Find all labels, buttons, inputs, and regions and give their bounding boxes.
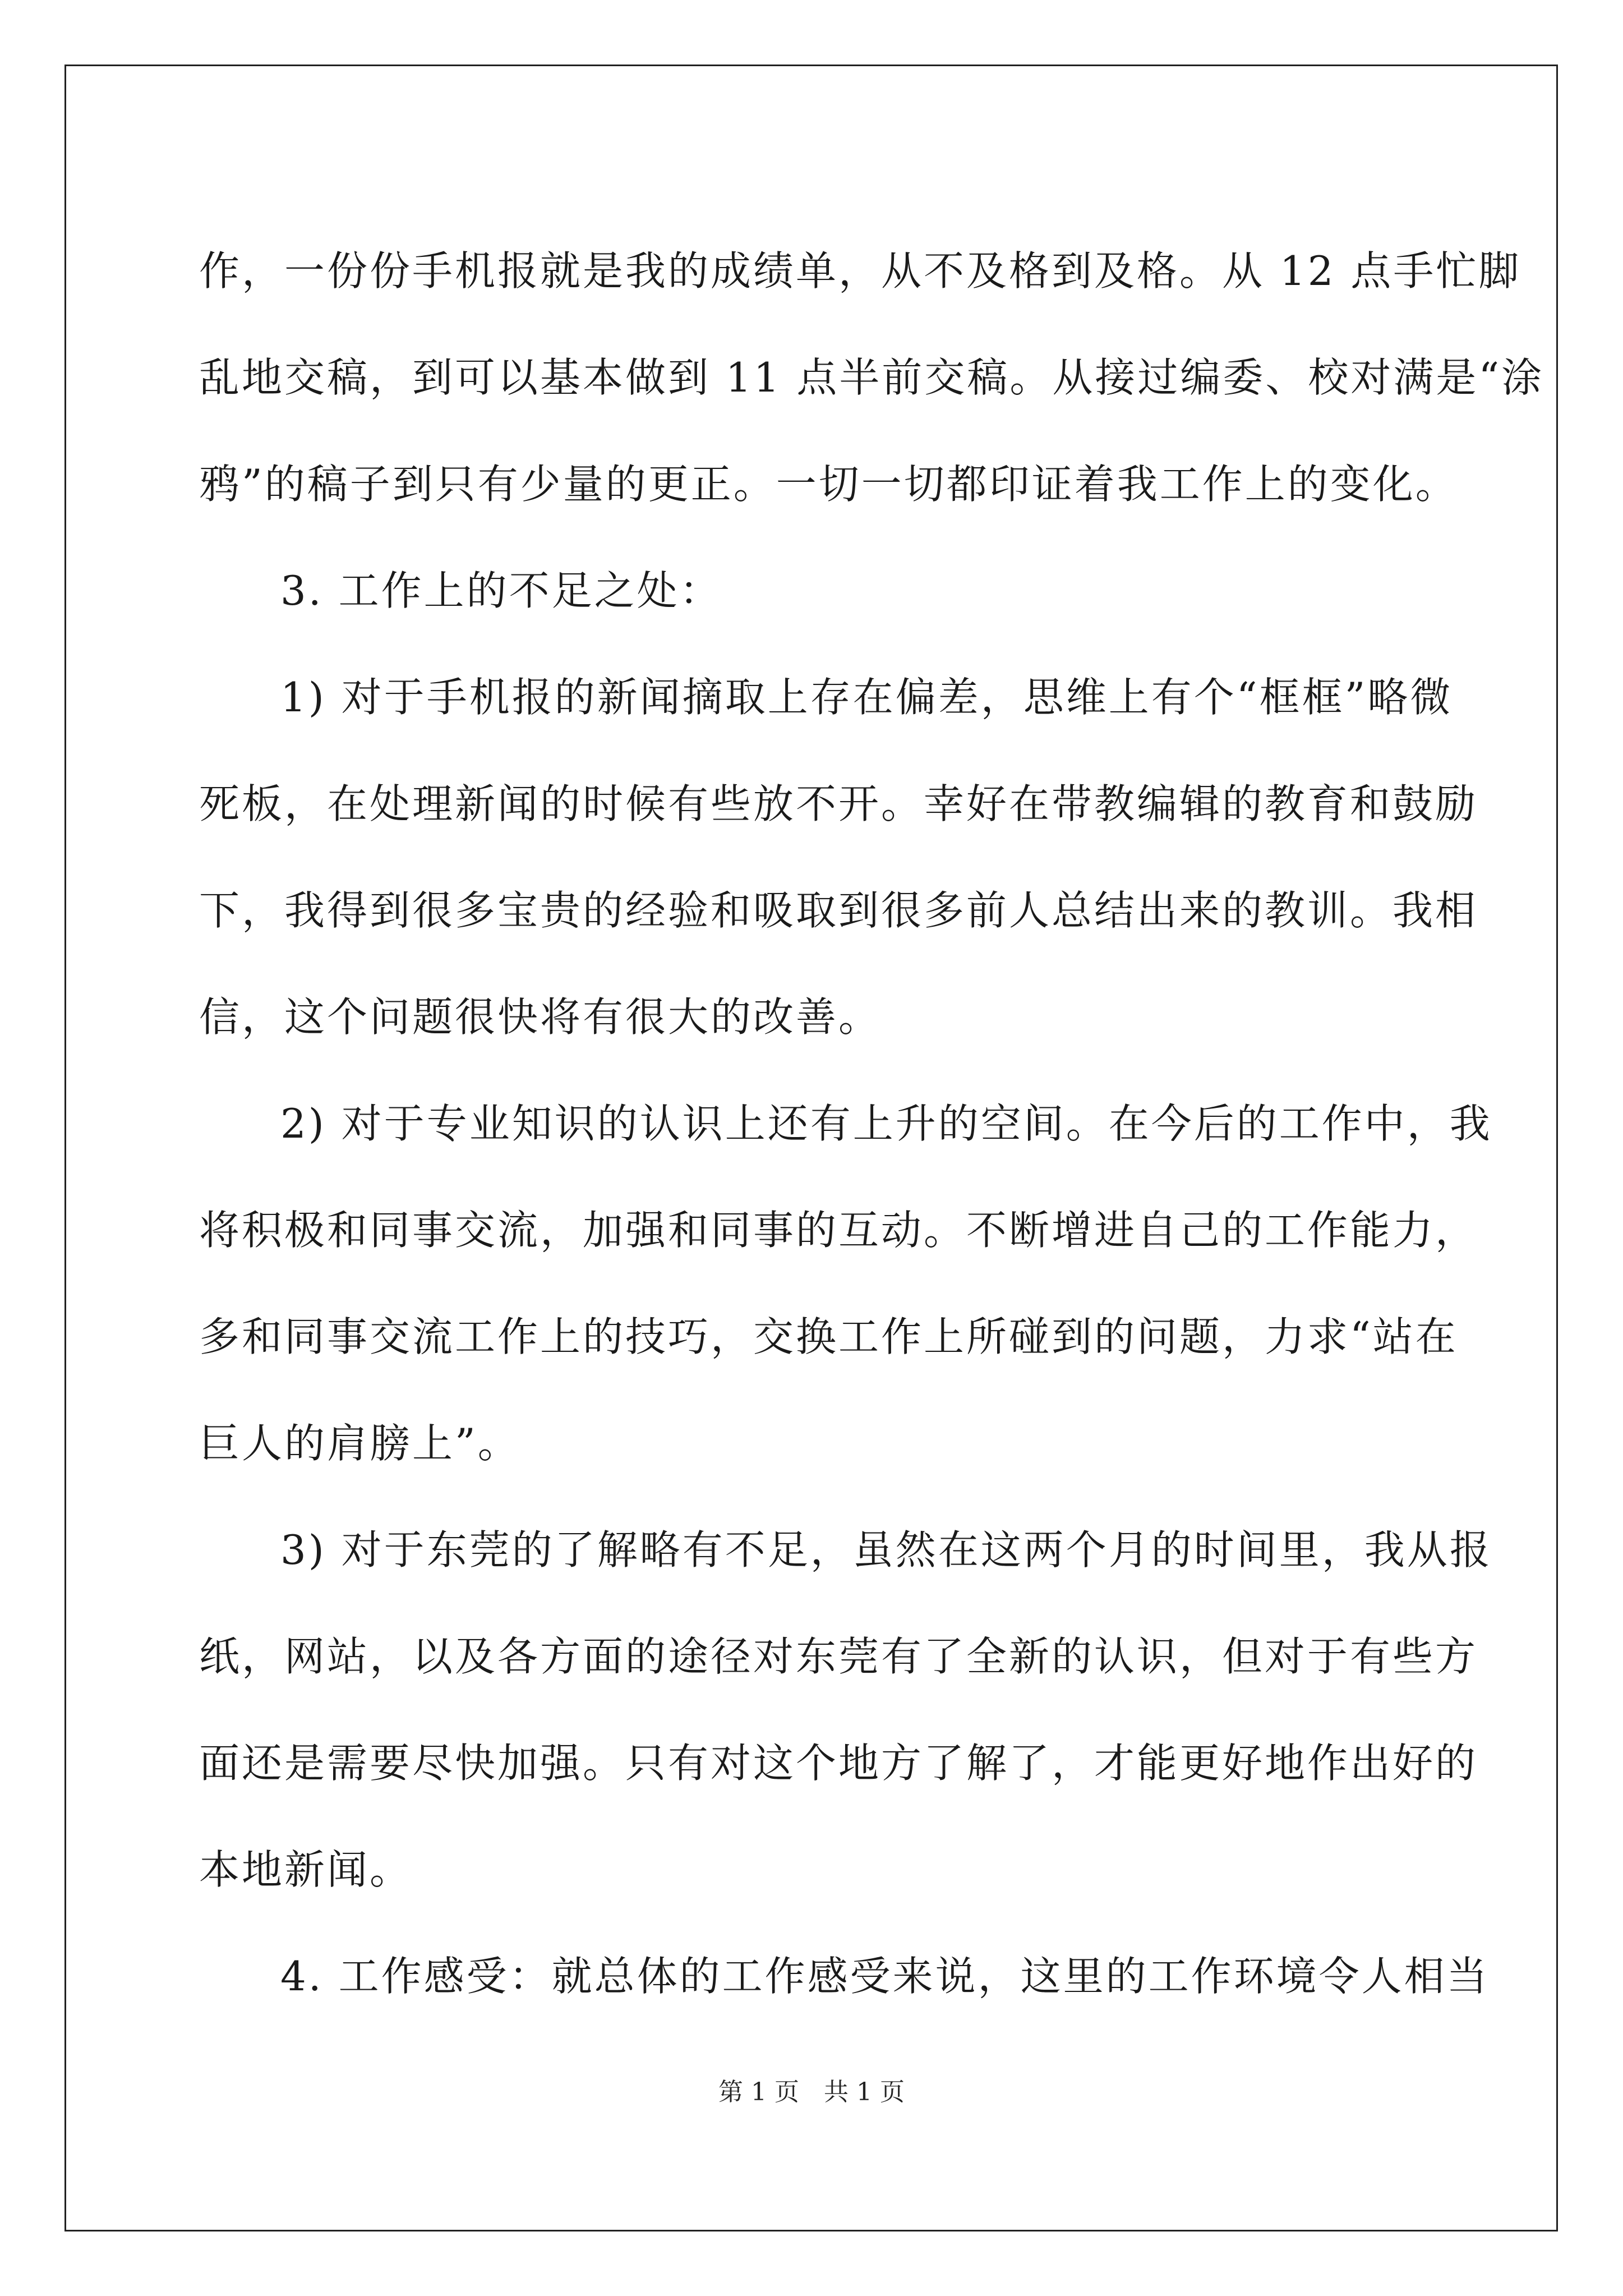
text-line: 本地新闻。 [199,1846,413,1893]
page-number: 第 1 页 [718,2078,799,2106]
text-line: 面还是需要尽快加强。只有对这个地方了解了，才能更好地作出好的 [199,1740,1478,1787]
text-line: 乱地交稿，到可以基本做到 11 点半前交稿。从接过编委、校对满是“涂 [199,354,1544,401]
text-line: 多和同事交流工作上的技巧，交换工作上所碰到的问题，力求“站在 [199,1313,1458,1360]
text-line: 1) 对于手机报的新闻摘取上存在偏差，思维上有个“框框”略微 [280,674,1453,721]
text-line: 将积极和同事交流，加强和同事的互动。不断增进自己的工作能力， [199,1207,1478,1254]
document-body [199,218,1544,2030]
text-line: 3) 对于东莞的了解略有不足，虽然在这两个月的时间里，我从报 [280,1526,1492,1573]
text-line: 纸，网站，以及各方面的途径对东莞有了全新的认识，但对于有些方 [199,1633,1478,1680]
text-line: 2) 对于专业知识的认识上还有上升的空间。在今后的工作中，我 [280,1100,1492,1147]
page-footer [0,2076,1623,2109]
section-heading: 3. 工作上的不足之处： [280,567,722,614]
text-line: 巨人的肩膀上”。 [199,1420,520,1467]
text-line: 信，这个问题很快将有很大的改善。 [199,993,882,1041]
text-line: 作，一份份手机报就是我的成绩单，从不及格到及格。从 12 点手忙脚 [199,247,1521,295]
text-line: 下，我得到很多宝贵的经验和吸取到很多前人总结出来的教训。我相 [199,887,1478,934]
text-line: 4. 工作感受：就总体的工作感受来说，这里的工作环境令人相当 [280,1953,1490,2000]
text-line: 死板，在处理新闻的时候有些放不开。幸好在带教编辑的教育和鼓励 [199,780,1478,827]
text-line: 鸦”的稿子到只有少量的更正。一切一切都印证着我工作上的变化。 [199,461,1458,508]
page-total: 共 1 页 [824,2078,905,2106]
